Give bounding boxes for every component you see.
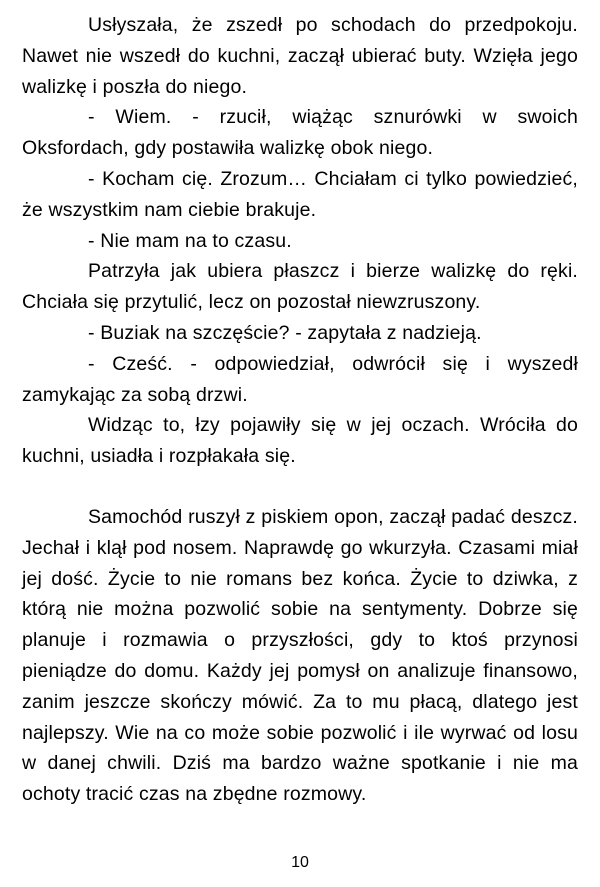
- paragraph: - Cześć. - odpowiedział, odwrócił się i wyszedł zamykając za sobą drzwi.: [22, 352, 578, 406]
- paragraph: Widząc to, łzy pojawiły się w jej oczach. Wróciła do kuchni, usiadła i rozpłakała się.: [22, 414, 578, 468]
- section-break: [22, 472, 578, 502]
- paragraph: Usłyszała, że zszedł po schodach do przedpokoju. Nawet nie wszedł do kuchni, zaczął ubierać buty. Wzięła jego walizkę i poszła do niego.: [22, 14, 578, 98]
- paragraph: Patrzyła jak ubiera płaszcz i bierze walizkę do ręki. Chciała się przytulić, lecz on pozostał niewzruszony.: [22, 260, 578, 314]
- paragraph: - Wiem. - rzucił, wiążąc sznurówki w swoich Oksfordach, gdy postawiła walizkę obok niego.: [22, 106, 578, 160]
- paragraph: - Kocham cię. Zrozum… Chciałam ci tylko powiedzieć, że wszystkim nam ciebie brakuje.: [22, 167, 578, 221]
- paragraph: Samochód ruszył z piskiem opon, zaczął padać deszcz. Jechał i klął pod nosem. Naprawdę go wkurzyła. Czasami miał jej dość. Życie to nie romans bez końca. Życie to dziwka, z którą nie można pozwolić sobie na sentymenty. Dobrze się planuje i rozmawia o przyszłości, gdy to ktoś przynosi pieniądze do domu. Każdy jej pomysł on analizuje finansowo, zanim jeszcze skończy mówić. Za to mu płacą, dlatego jest najlepszy. Wie na co może sobie pozwolić i ile wyrwać od losu w danej chwili. Dziś ma bardzo ważne spotkanie i nie ma ochoty tracić czas na zbędne rozmowy.: [22, 505, 578, 806]
- page-body: [22, 10, 578, 810]
- paragraph: - Nie mam na to czasu.: [88, 229, 292, 252]
- paragraph: - Buziak na szczęście? - zapytała z nadzieją.: [88, 321, 482, 344]
- page-number: 10: [291, 854, 309, 871]
